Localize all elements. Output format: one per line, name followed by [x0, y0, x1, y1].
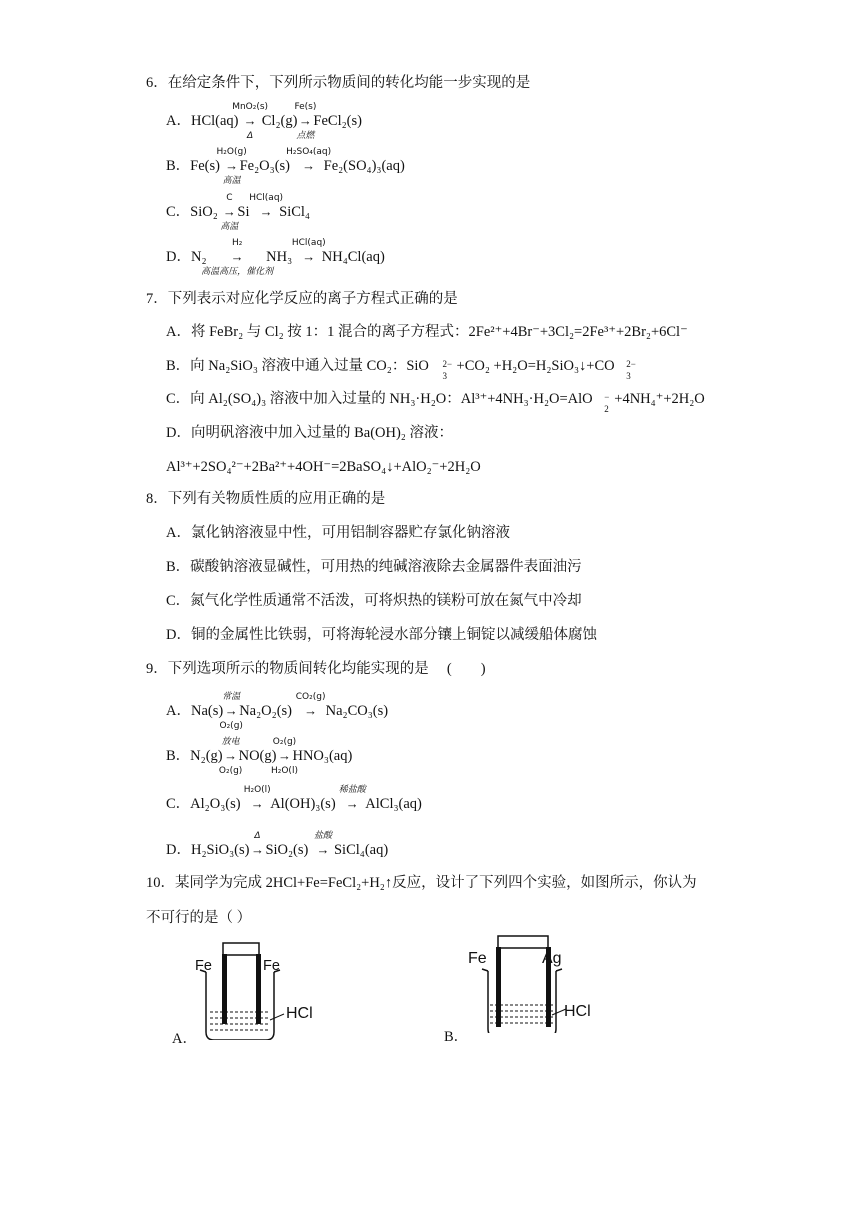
q8-option-d: D．铜的金属性比铁弱，可将海轮浸水部分镶上铜锭以减缓船体腐蚀 [166, 627, 597, 643]
q10-stem-cont: 不可行的是（ ） [146, 910, 252, 926]
q10-stem: 10．某同学为完成 2HCl+Fe=FeCl₂+H₂↑反应，设计了下列四个实验，如图所示，你认为 [146, 875, 697, 891]
q8-option-c: C．氮气化学性质通常不活泼，可将炽热的镁粉可放在氮气中冷却 [166, 593, 582, 609]
electrode-label: Ag [542, 950, 562, 967]
substance: FeCl₂(s) [313, 113, 362, 129]
reaction-arrow: H₂O(g) → 高温 [216, 147, 247, 186]
q6-stem: 6．在给定条件下，下列所示物质间的转化均能一步实现的是 [146, 75, 531, 91]
electrode-label: Fe [468, 950, 487, 967]
q6-option-c: C．SiO₂ C → 高温 Si HCl(aq) → SiCl₄ [166, 193, 310, 232]
solution-label: HCl [286, 1005, 313, 1022]
q7-option-d-equation: Al³⁺+2SO₄²⁻+2Ba²⁺+4OH⁻=2BaSO₄↓+AlO₂⁻+2H₂O [166, 459, 481, 475]
q7-option-c: C．向 Al₂(SO₄)₃ 溶液中加入过量的 NH₃·H₂O：Al³⁺+4NH₃·H₂O=AlO − 2 +4NH₄⁺+2H₂O [166, 391, 705, 414]
q9-option-d: D．H₂SiO₃(s) Δ → SiO₂(s) 盐酸 → SiCl₄(aq) [166, 831, 389, 858]
q6-option-d: D．N₂ H₂ → 高温高压，催化剂 NH₃ HCl(aq) → NH₄Cl(aq) [166, 238, 385, 277]
reaction-arrow: MnO₂(s) → Δ [232, 102, 269, 141]
figure-b-label: B． [444, 1029, 469, 1045]
q8-option-b: B．碳酸钠溶液显碱性，可用热的纯碱溶液除去金属器件表面油污 [166, 559, 582, 575]
reaction-arrow: 稀盐酸 → [338, 785, 366, 811]
reaction-arrow: H₂ → 高温高压，催化剂 [201, 238, 274, 277]
option-label: A． [166, 113, 191, 129]
q9-option-c: C．Al₂O₃(s) H₂O(l) → Al(OH)₃(s) 稀盐酸 → AlCl₃(aq) [166, 785, 422, 812]
q9-option-b: B．N₂(g) 放电 → O₂(g) NO(g) O₂(g) → H₂O(l) HNO₃(aq) [166, 737, 353, 776]
reaction-arrow: Fe(s) → 点燃 [294, 102, 317, 141]
q7-stem: 7．下列表示对应化学反应的离子方程式正确的是 [146, 291, 458, 307]
reaction-arrow: C → 高温 [220, 193, 239, 232]
reaction-arrow: HCl(aq) → [249, 193, 284, 219]
q7-option-b: B．向 Na₂SiO₃ 溶液中通入过量 CO₂：SiO 2− 3 +CO₂ +H₂O=H₂SiO₃↓+CO 2− 3 [166, 358, 636, 381]
q8-stem: 8．下列有关物质性质的应用正确的是 [146, 491, 386, 507]
q9-stem: 9．下列选项所示的物质间转化均能实现的是 ( ) [146, 661, 486, 677]
reaction-arrow: 放电 → O₂(g) [218, 737, 243, 776]
reaction-arrow: HCl(aq) → [291, 238, 326, 264]
reaction-arrow: 盐酸 → [313, 831, 332, 857]
q9-option-a: A．Na(s) 常温 → O₂(g) Na₂O₂(s) CO₂(g) → Na₂CO₃(s) [166, 692, 389, 731]
beaker-diagram-a [190, 940, 330, 1040]
q7-option-a: A．将 FeBr₂ 与 Cl₂ 按 1：1 混合的离子方程式：2Fe²⁺+4Br⁻+3Cl₂=2Fe³⁺+2Br₂+6Cl⁻ [166, 324, 688, 340]
q8-option-a: A．氯化钠溶液显中性，可用铝制容器贮存氯化钠溶液 [166, 525, 510, 541]
reaction-arrow: Δ → [250, 831, 264, 857]
reaction-arrow: H₂SO₄(aq) → [286, 147, 332, 173]
beaker-diagram-b [480, 933, 620, 1033]
reaction-arrow: O₂(g) → H₂O(l) [270, 737, 298, 776]
electrode-label: Fe [195, 958, 212, 974]
solution-label: HCl [564, 1003, 591, 1020]
q6-option-b: B．Fe(s) H₂O(g) → 高温 Fe₂O₃(s) H₂SO₄(aq) → Fe₂(SO₄)₃(aq) [166, 147, 405, 186]
figure-a-label: A． [172, 1031, 197, 1047]
reaction-arrow: CO₂(g) → [295, 692, 326, 718]
reaction-arrow: H₂O(l) → [243, 785, 271, 811]
substance: HCl(aq) [190, 113, 239, 129]
q7-option-d: D．向明矾溶液中加入过量的 Ba(OH)₂ 溶液： [166, 425, 453, 441]
reaction-arrow: 常温 → O₂(g) [219, 692, 243, 731]
electrode-label: Fe [263, 958, 280, 974]
q6-option-a [166, 102, 362, 141]
substance: Cl₂(g) [261, 113, 298, 129]
